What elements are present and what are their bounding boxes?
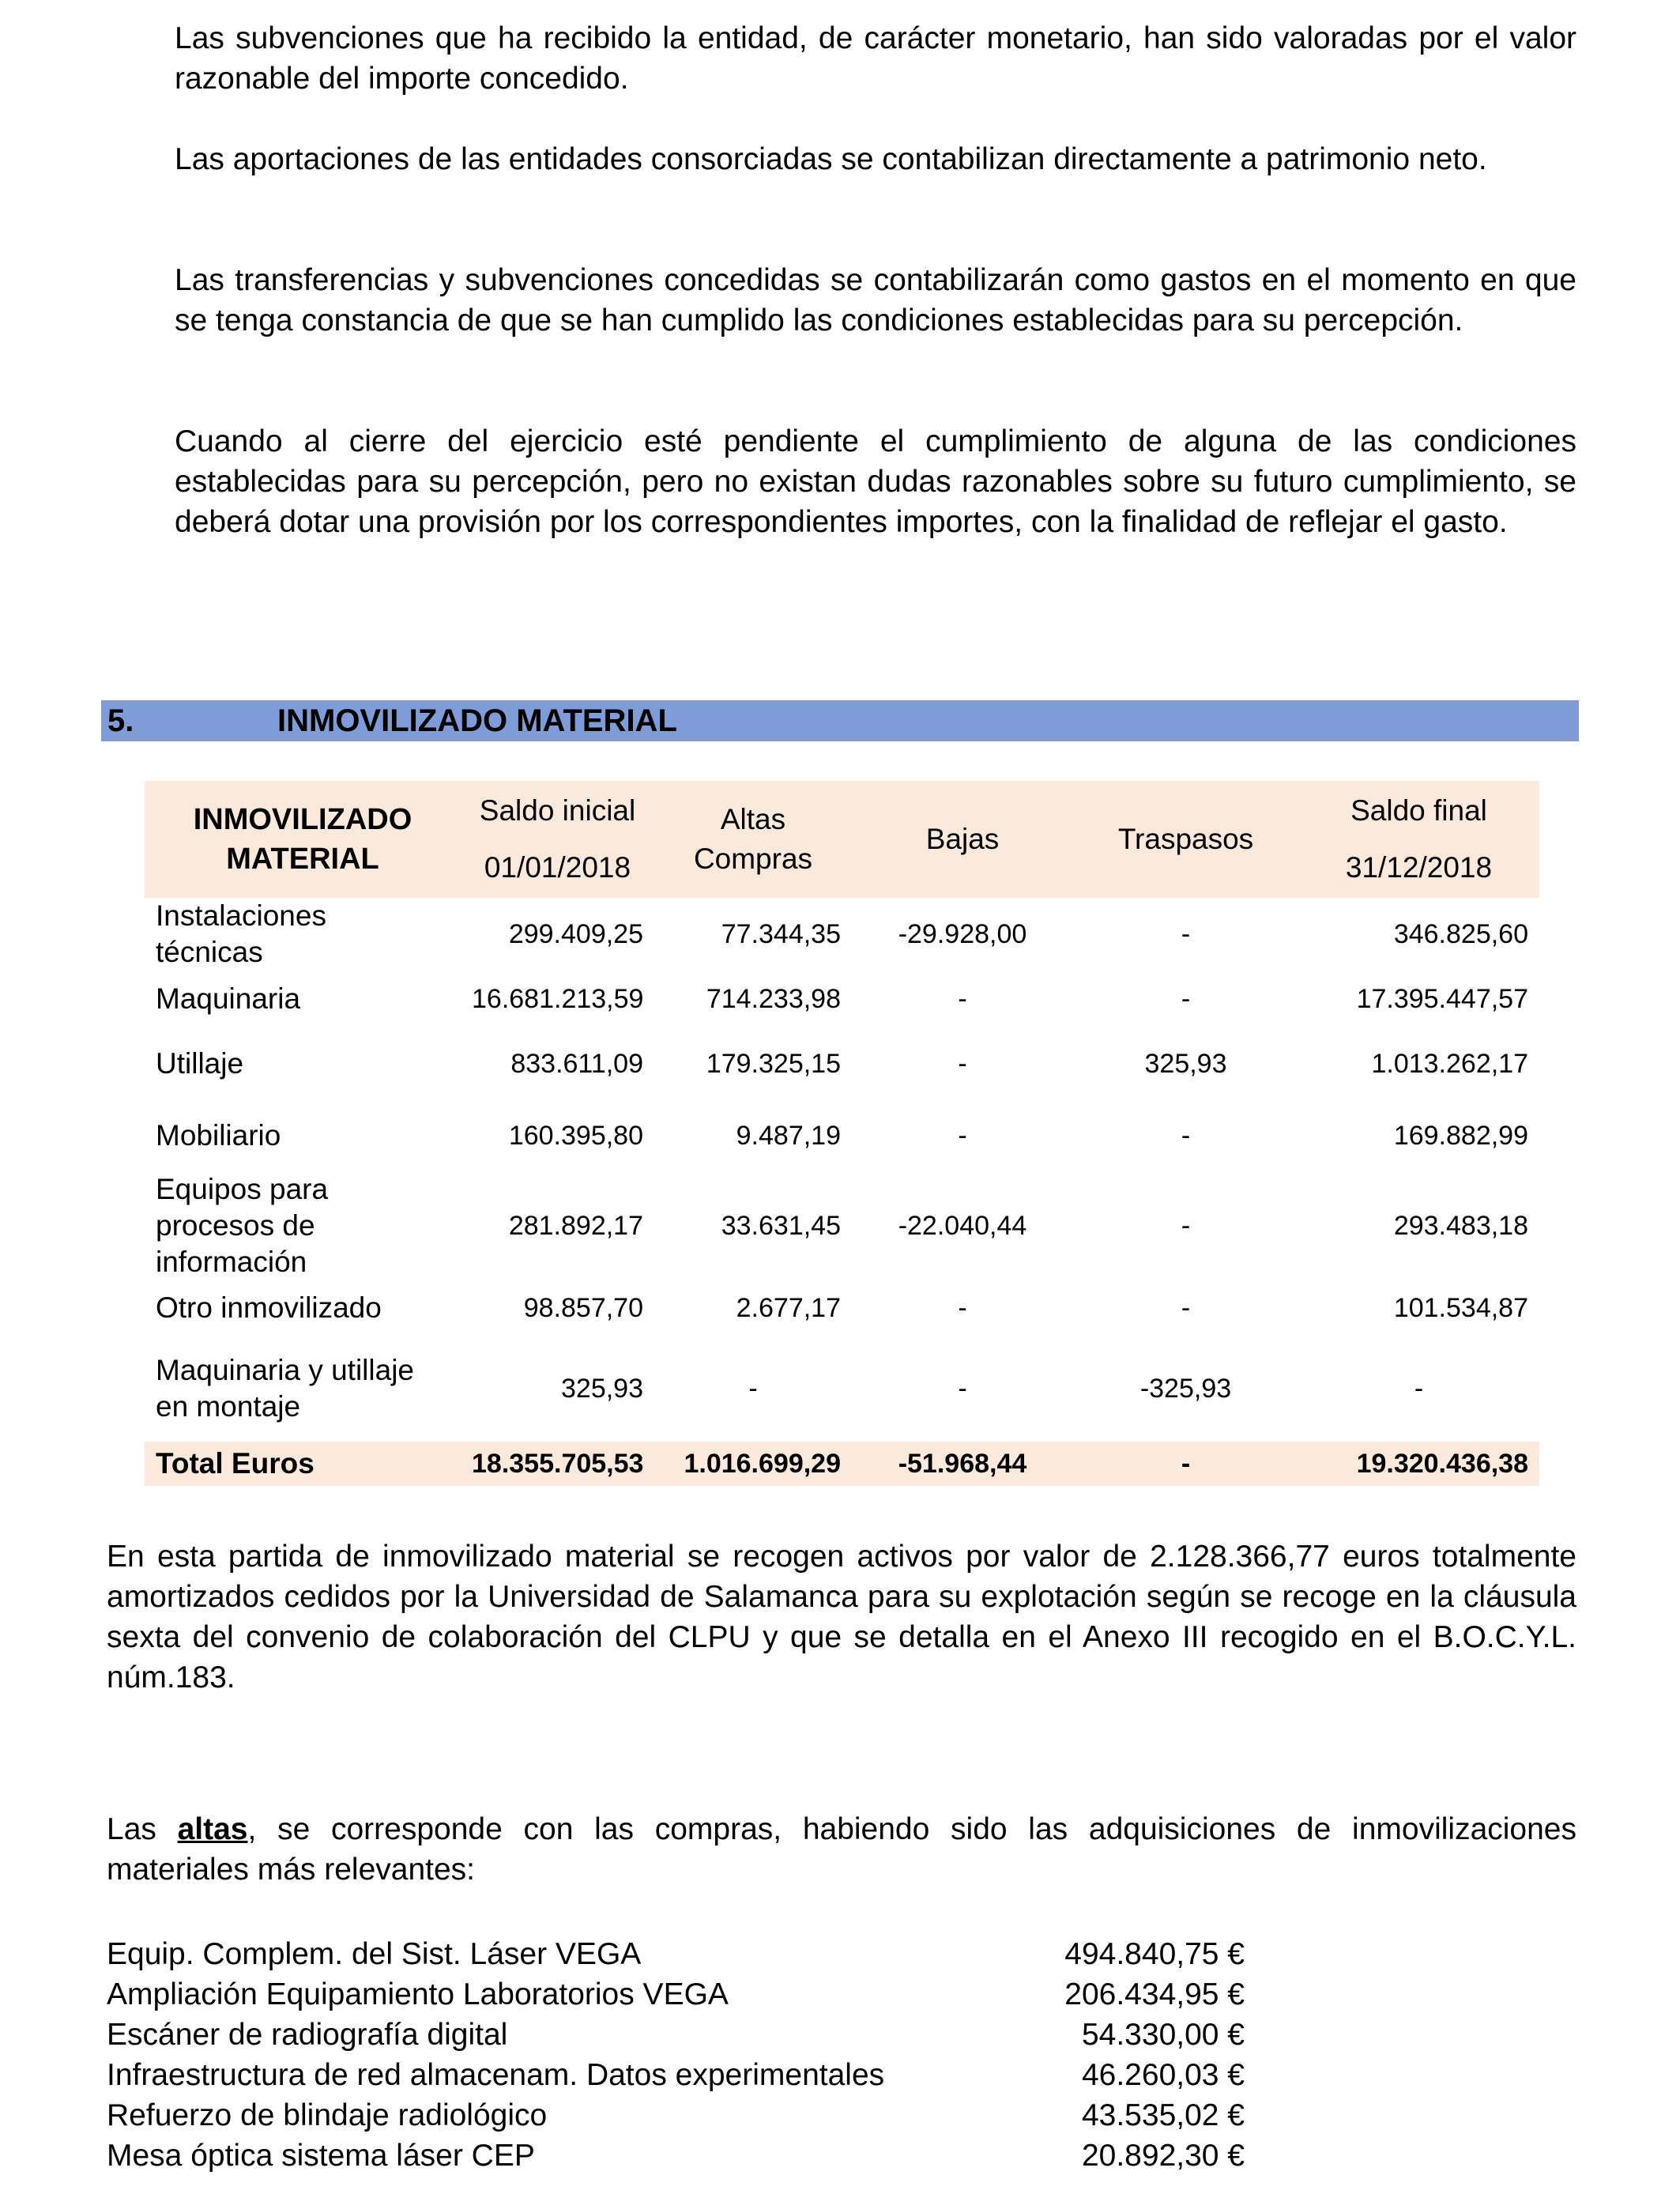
cell-traspasos: -325,93 xyxy=(1139,1373,1232,1404)
row-label: Otro inmovilizado xyxy=(156,1291,382,1324)
list-item xyxy=(107,2136,1245,2176)
paragraph-aportaciones: Las aportaciones de las entidades consorciadas se contabilizan directamente a patrimonio neto. xyxy=(175,142,1487,176)
acquisition-name: Infraestructura de red almacenam. Datos experimentales xyxy=(107,2058,885,2092)
acquisition-amount: 43.535,02 € xyxy=(1081,2098,1245,2132)
cell-altas: 714.233,98 xyxy=(706,983,841,1014)
cell-final: 169.882,99 xyxy=(1393,1120,1528,1151)
header-bajas: Bajas xyxy=(925,823,1000,855)
acquisition-amount: 46.260,03 € xyxy=(1081,2058,1245,2092)
header-traspasos: Traspasos xyxy=(1117,823,1254,855)
cell-bajas: - xyxy=(958,1048,967,1079)
header-altas: Altas Compras xyxy=(693,803,813,875)
table-row xyxy=(145,1280,1539,1336)
header-inmovilizado: INMOVILIZADO MATERIAL xyxy=(193,803,412,876)
cell-traspasos: - xyxy=(1181,1292,1191,1323)
section-number: 5. xyxy=(107,703,134,738)
paragraph-altas xyxy=(107,1809,1576,1890)
acquisition-name: Ampliación Equipamiento Laboratorios VEGA xyxy=(107,1977,729,2011)
cell-inicial: 833.611,09 xyxy=(510,1048,643,1079)
row-label: Maquinaria y utillaje en montaje xyxy=(156,1354,415,1423)
cell-traspasos: 325,93 xyxy=(1144,1048,1227,1079)
cell-traspasos: - xyxy=(1181,1210,1191,1241)
acquisition-amount: 54.330,00 € xyxy=(1081,2018,1245,2052)
cell-bajas: - xyxy=(958,1292,967,1323)
cell-inicial: 160.395,80 xyxy=(508,1120,643,1151)
table-row xyxy=(145,1336,1539,1442)
cell-inicial: 98.857,70 xyxy=(523,1292,643,1323)
header-saldo-inicial: Saldo inicial 01/01/2018 xyxy=(479,794,636,884)
cell-bajas: - xyxy=(958,1373,967,1404)
acquisition-name: Equip. Complem. del Sist. Láser VEGA xyxy=(107,1937,642,1971)
paragraph-transferencias: Las transferencias y subvenciones concedidas se contabilizarán como gastos en el momento en que se tenga constancia de que se han cumplido las condiciones establecidas para su percepción. xyxy=(175,263,1576,337)
cell-inicial: 299.409,25 xyxy=(508,918,643,949)
total-final: 19.320.436,38 xyxy=(1356,1448,1528,1479)
row-label: Mobiliario xyxy=(156,1119,281,1152)
list-item xyxy=(107,2095,1245,2136)
row-label: Instalaciones técnicas xyxy=(156,899,326,968)
altas-prefix: Las xyxy=(107,1812,178,1846)
table-header-row xyxy=(145,781,1539,898)
cell-bajas: -22.040,44 xyxy=(898,1210,1027,1241)
acquisition-name: Escáner de radiografía digital xyxy=(107,2018,508,2052)
total-altas: 1.016.699,29 xyxy=(684,1448,841,1479)
list-item xyxy=(107,1934,1245,1974)
table-row xyxy=(145,898,1539,971)
cell-bajas: -29.928,00 xyxy=(898,918,1027,949)
header-saldo-final: Saldo final 31/12/2018 xyxy=(1345,794,1493,884)
acquisitions-list xyxy=(107,1934,1245,2176)
acquisition-amount: 206.434,95 € xyxy=(1064,1977,1245,2011)
cell-altas: 77.344,35 xyxy=(721,918,841,949)
total-traspasos: - xyxy=(1181,1448,1191,1479)
list-item xyxy=(107,2055,1245,2095)
list-item xyxy=(107,1974,1245,2015)
cell-bajas: - xyxy=(958,983,967,1014)
cell-traspasos: - xyxy=(1181,983,1191,1014)
row-label: Equipos para procesos de información xyxy=(156,1173,329,1278)
inmovilizado-table xyxy=(145,781,1539,1486)
cell-altas: 9.487,19 xyxy=(736,1120,841,1151)
row-label: Utillaje xyxy=(156,1047,244,1080)
table-row xyxy=(145,1100,1539,1171)
paragraph-activos-cedidos: En esta partida de inmovilizado material se recogen activos por valor de 2.128.366,77 euros totalmente amortizados cedidos por la Universidad de Salamanca para su explotación según se recoge en la cláusula sexta del convenio de colaboración del CLPU y que se detalla en el Anexo III recogido en el B.O.C.Y.L. núm.183. xyxy=(107,1540,1576,1695)
table-row xyxy=(145,1171,1539,1280)
section-header xyxy=(101,700,1579,741)
acquisition-amount: 494.840,75 € xyxy=(1064,1937,1245,1971)
cell-altas: - xyxy=(748,1373,758,1404)
altas-emphasis: altas xyxy=(177,1812,248,1846)
paragraph-subvenciones: Las subvenciones que ha recibido la entidad, de carácter monetario, han sido valoradas por el valor razonable del importe concedido. xyxy=(175,21,1576,96)
cell-final: 17.395.447,57 xyxy=(1356,983,1528,1014)
cell-altas: 33.631,45 xyxy=(721,1210,841,1241)
row-label: Maquinaria xyxy=(156,982,301,1015)
cell-altas: 179.325,15 xyxy=(706,1048,841,1079)
acquisition-amount: 20.892,30 € xyxy=(1081,2139,1245,2173)
cell-final: - xyxy=(1414,1373,1424,1404)
cell-inicial: 281.892,17 xyxy=(508,1210,643,1241)
total-inicial: 18.355.705,53 xyxy=(472,1448,644,1479)
table-total-row xyxy=(145,1442,1539,1486)
list-item xyxy=(107,2015,1245,2055)
cell-traspasos: - xyxy=(1181,918,1191,949)
table-row xyxy=(145,971,1539,1027)
cell-inicial: 16.681.213,59 xyxy=(472,983,644,1014)
altas-rest: , se corresponde con las compras, habiendo sido las adquisiciones de inmovilizaciones materiales más relevantes: xyxy=(107,1812,1576,1887)
cell-inicial: 325,93 xyxy=(561,1373,643,1404)
acquisition-name: Mesa óptica sistema láser CEP xyxy=(107,2139,535,2173)
total-bajas: -51.968,44 xyxy=(898,1448,1027,1479)
cell-bajas: - xyxy=(958,1120,967,1151)
table-row xyxy=(145,1027,1539,1100)
cell-final: 293.483,18 xyxy=(1393,1210,1528,1241)
total-label: Total Euros xyxy=(156,1447,315,1480)
cell-final: 346.825,60 xyxy=(1393,918,1528,949)
cell-traspasos: - xyxy=(1181,1120,1191,1151)
cell-final: 1.013.262,17 xyxy=(1371,1048,1528,1079)
section-title: INMOVILIZADO MATERIAL xyxy=(277,703,677,738)
acquisition-name: Refuerzo de blindaje radiológico xyxy=(107,2098,548,2132)
cell-altas: 2.677,17 xyxy=(736,1292,841,1323)
paragraph-cierre-ejercicio: Cuando al cierre del ejercicio esté pendiente el cumplimiento de alguna de las condiciones establecidas para su percepción, pero no existan dudas razonables sobre su futuro cumplimiento, se deberá dotar una provisión por los correspondientes importes, con la finalidad de reflejar el gasto. xyxy=(175,424,1576,539)
cell-final: 101.534,87 xyxy=(1393,1292,1528,1323)
